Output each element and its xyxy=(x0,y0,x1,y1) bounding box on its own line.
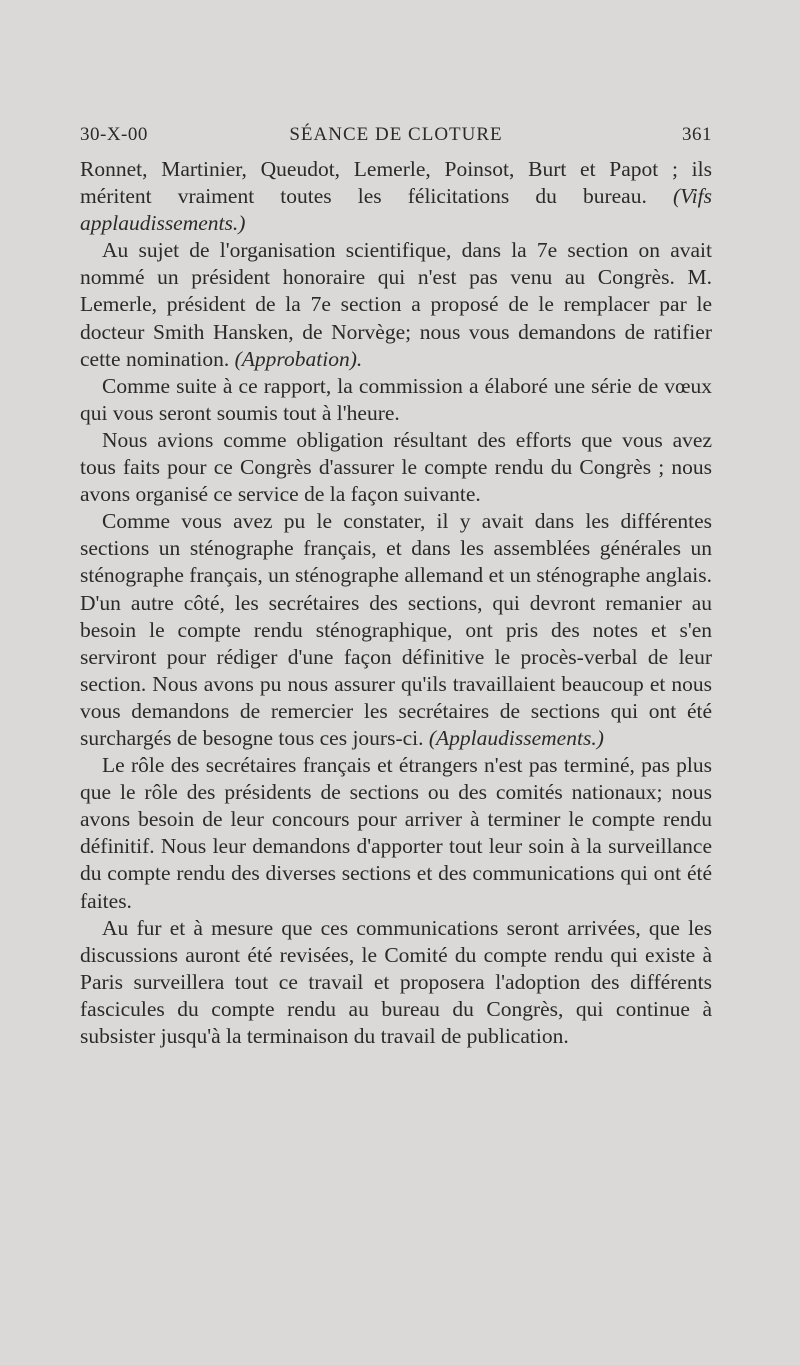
paragraph-1-remark: (Vifs applaudissements.) xyxy=(80,184,712,236)
paragraph-5-text: Comme vous avez pu le constater, il y avait dans les différentes sections un sténographe français, et dans les assemblées générales un sténographe français, un sténographe allemand et un sténographe anglais. D'un autre côté, les secrétaires des sections, qui devront remanier au besoin le compte rendu sténographique, ont pris des notes et s'en serviront pour rédiger d'une façon définitive le procès-verbal de leur section. Nous avons pu nous assurer qu'ils travaillaient beaucoup et nous vous demandons de remercier les secrétaires de sections qui ont été surchargés de besogne tous ces jours-ci. xyxy=(80,509,712,750)
paragraph-2 xyxy=(80,237,712,372)
paragraph-2-remark: (Approbation). xyxy=(234,346,363,371)
paragraph-3-text: Comme suite à ce rapport, la commission a élaboré une série de vœux qui vous seront soumis tout à l'heure. xyxy=(80,373,712,425)
paragraph-1 xyxy=(80,156,712,237)
paragraph-7 xyxy=(80,915,712,1050)
running-header xyxy=(80,124,712,154)
header-title: SÉANCE DE CLOTURE xyxy=(289,124,503,145)
paragraph-1-text: Ronnet, Martinier, Queudot, Lemerle, Poinsot, Burt et Papot ; ils méritent vraiment toutes les félicitations du bureau. xyxy=(80,157,712,209)
header-date: 30-X-00 xyxy=(80,124,148,145)
paragraph-5 xyxy=(80,508,712,752)
paragraph-4 xyxy=(80,427,712,508)
paragraph-6 xyxy=(80,752,712,915)
paragraph-5-remark: (Applaudissements.) xyxy=(428,725,604,750)
paragraph-6-text: Le rôle des secrétaires français et étrangers n'est pas terminé, pas plus que le rôle des présidents de sections ou des comités nationaux; nous avons besoin de leur concours pour arriver à terminer le compte rendu définitif. Nous leur demandons d'apporter tout leur soin à la surveillance du compte rendu des diverses sections et des communications qui ont été faites. xyxy=(80,753,712,913)
page-number: 361 xyxy=(682,124,712,145)
paragraph-3 xyxy=(80,373,712,427)
paragraph-7-text: Au fur et à mesure que ces communications seront arrivées, que les discussions auront été revisées, le Comité du compte rendu qui existe à Paris surveillera tout ce travail et proposera l'adoption des différents fascicules du compte rendu au bureau du Congrès, qui continue à subsister jusqu'à la terminaison du travail de publication. xyxy=(80,915,712,1048)
paragraph-2-text: Au sujet de l'organisation scientifique, dans la 7e section on avait nommé un président honoraire qui n'est pas venu au Congrès. M. Lemerle, président de la 7e section a proposé de le remplacer par le docteur Smith Hansken, de Norvège; nous vous demandons de ratifier cette nomination. xyxy=(80,238,712,371)
paragraph-4-text: Nous avions comme obligation résultant des efforts que vous avez tous faits pour ce Congrès d'assurer le compte rendu du Congrès ; nous avons organisé ce service de la façon suivante. xyxy=(80,427,712,507)
body-text xyxy=(80,156,712,1050)
